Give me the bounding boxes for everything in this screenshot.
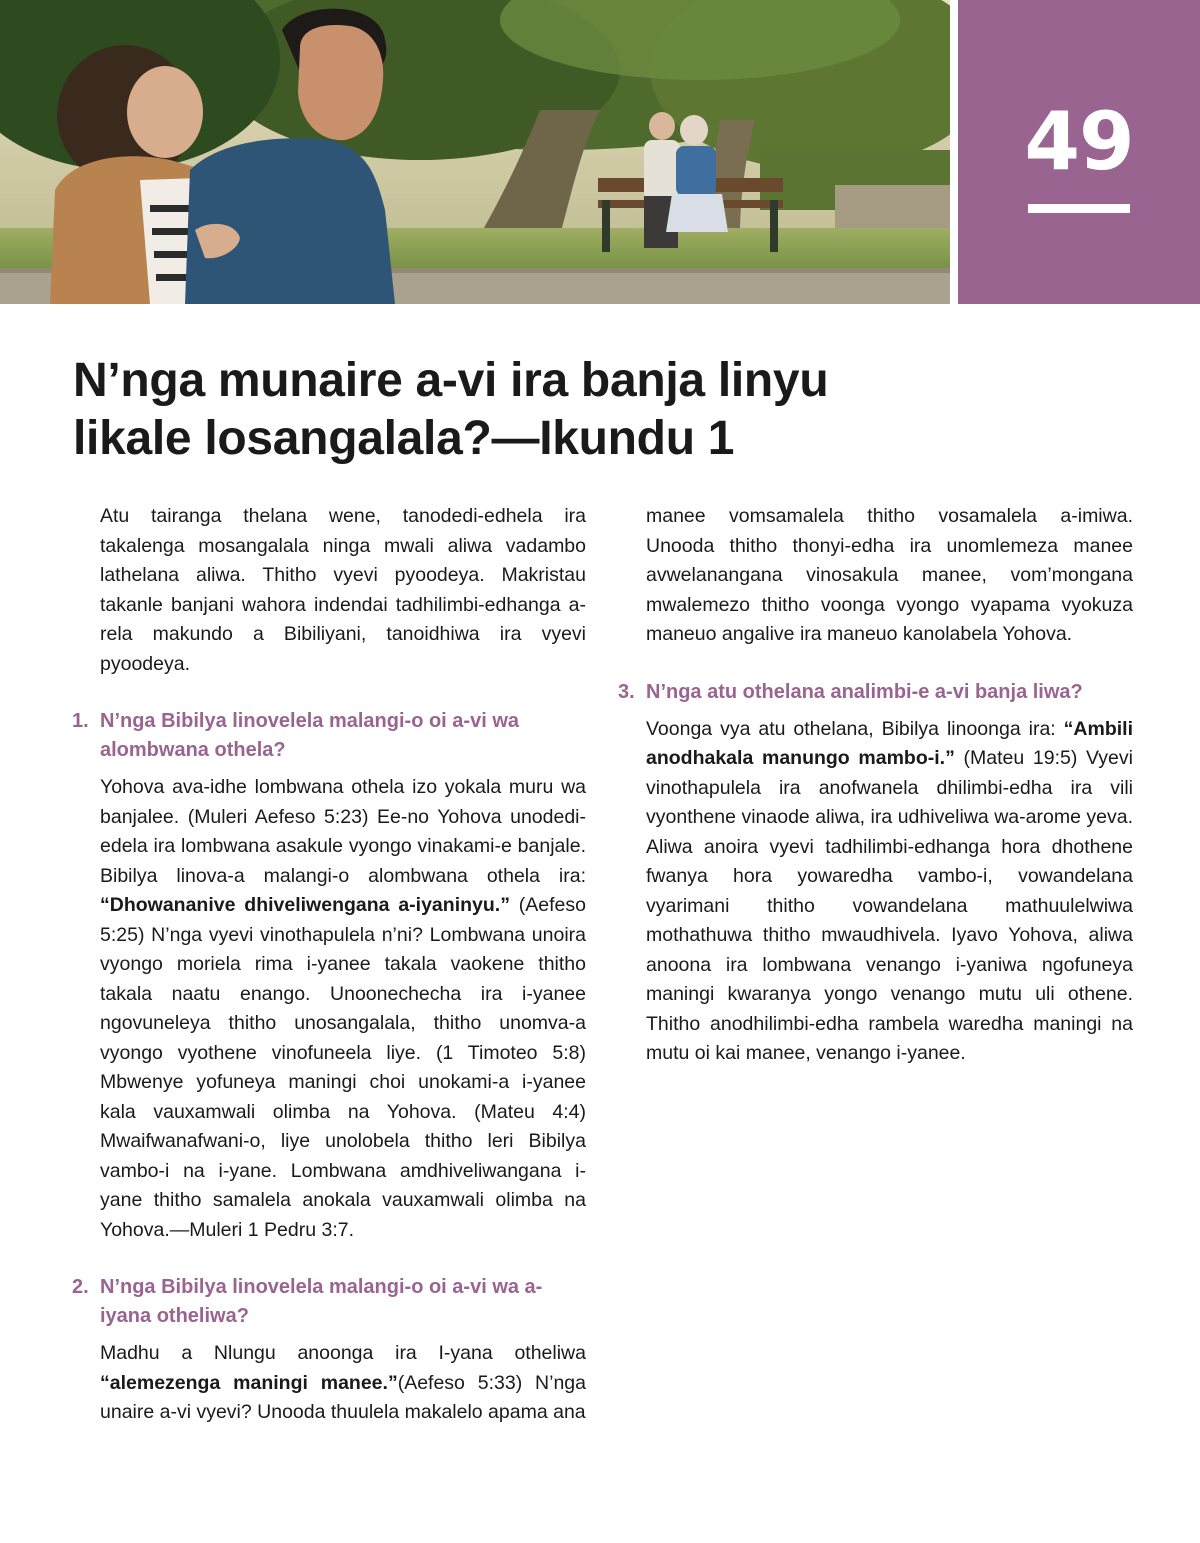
section-3-paragraph [646,715,1133,1069]
section-3-number: 3. [618,680,635,703]
section-3-text-b: (Mateu 19:5) Vyevi vinothapulela ira anofwanela dhilimbi-edha ira vili vyonthene vinaode aliwa, ira udhiveliwa wa-arome yeva. Aliwa anoira vyevi tadhilimbi-edhanga hora dhothene fwanya hora yowaredha vambo-i, vowandelana vyarimani thitho vowandelana mathuulelwiwa mothathuwa thitho mwaudhivela. Iyavo Yohova, aliwa anoona ira lombwana venango i-yaniwa ngofuneya maningi kwaranya yongo venango mutu uli othene. Thitho anodhilimbi-edha rambela waredha maningi na mutu oi kai manee, venango i-yanee. [646,747,1133,1064]
section-2-question [72,1273,586,1331]
section-1-paragraph [100,773,586,1245]
page-title-line-1: N’nga munaire a-vi ira banja linyu [73,354,829,407]
section-2-quote: “alemezenga maningi manee.” [100,1371,398,1394]
page-title-line-2: likale losangalala?—Ikundu 1 [73,412,735,465]
section-3-text-a: Voonga vya atu othelana, Bibilya linoonga ira: [646,717,1064,740]
section-3-question [618,678,1133,707]
right-column [618,502,1133,1097]
left-column [72,502,586,1456]
section-1-number: 1. [72,710,89,732]
section-1-question-text: N’nga Bibilya linovelela malangi-o oi a-vi wa alombwana othela? [100,710,519,761]
section-2-text-a: Madhu a Nlungu anoonga ira I-yana otheliwa [100,1342,586,1364]
section-2-paragraph-continued: manee vomsamalela thitho vosamalela a-imiwa. Unooda thitho thonyi-edha ira unomlemeza manee avwelanangana vinosakula manee, vom’mongana mwalemezo thitho voonga vyongo vyapama vyokuza maneuo angalive ira maneuo kanolabela Yohova. [646,505,1133,645]
section-2-number: 2. [72,1276,89,1298]
section-1-text-b: (Aefeso 5:25) N’nga vyevi vinothapulela n’ni? Lombwana unoira vyongo moriela rima i-yanee takala vaokene thitho takala naatu enango. Unoonechecha ira i-yanee ngovuneleya thitho unosangalala, thitho unomva-a vyongo vyothene vinofuneela liye. (1 Timoteo 5:8) Mbwenye yofuneya maningi choi unokami-a i-yanee kala vauxamwali olimba na Yohova. (Mateu 4:4) Mwaifwanafwani-o, liye unolobela thitho leri Bibilya vambo-i na i-yane. Lombwana amdhiveliwangana i-yane thitho samalela anokala vauxamwali olimba na Yohova.—Muleri 1 Pedru 3:7. [100,894,587,1241]
lesson-number-underline [1028,204,1130,213]
section-2-paragraph [100,1339,586,1428]
section-1-question [72,707,586,765]
lesson-number-panel [958,0,1200,304]
section-2-question-text: N’nga Bibilya linovelela malangi-o oi a-vi wa a-iyana otheliwa? [100,1276,543,1327]
section-1-quote: “Dhowananive dhiveliwengana a-iyaninyu.” [100,894,510,916]
section-3-question-text: N’nga atu othelana analimbi-e a-vi banja liwa? [646,680,1083,703]
hero-photo [0,0,950,304]
page-title [73,352,1133,468]
section-1-text-a: Yohova ava-idhe lombwana othela izo yokala muru wa banjalee. (Muleri Aefeso 5:23) Ee-no Yohova unodedi-edela ira lombwana asakule vyongo vinakami-e banjale. Bibilya linova-a malangi-o alombwana othela ira: [100,776,586,887]
lesson-number: 49 [1024,95,1134,188]
intro-paragraph: Atu tairanga thelana wene, tanodedi-edhela ira takalenga mosangalala ninga mwali aliwa vadambo lathelana aliwa. Thitho vyevi pyoodeya. Makristau takanle banjani wahora indendai tadhilimbi-edhanga a-rela makundo a Bibiliyani, tanoidhiwa ira vyevi pyoodeya. [100,505,586,675]
section-3-quote: “Ambili anodhakala manungo mambo-i.” [646,717,1133,769]
section-2-text-b: (Aefeso 5:33) N’nga unaire a-vi vyevi? Unooda thuulela makalelo apama ana [100,1371,586,1423]
